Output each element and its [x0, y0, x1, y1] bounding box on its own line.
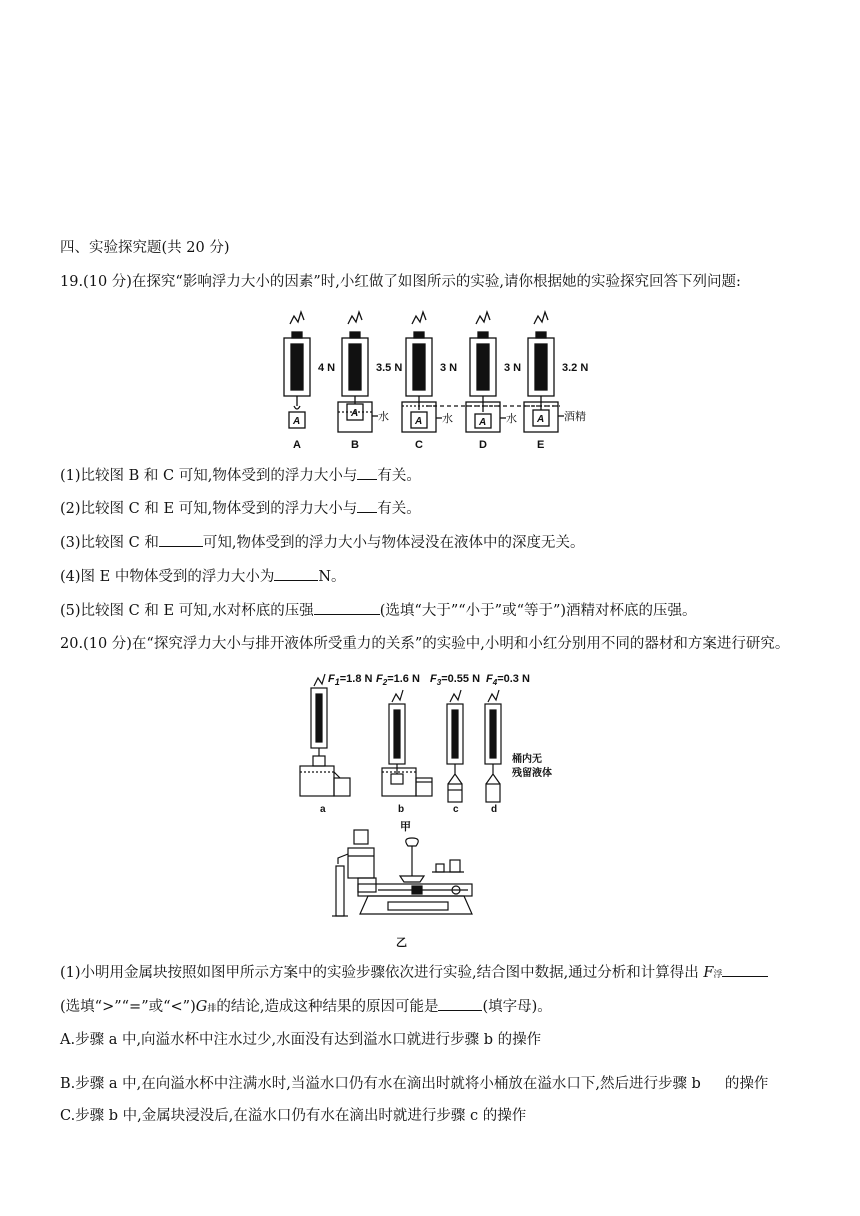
- liquid-label-e: 酒精: [564, 411, 586, 423]
- note-line1: 桶内无: [512, 754, 542, 765]
- panel-label-d: D: [479, 439, 487, 451]
- q20-figure-yi: [328, 826, 478, 950]
- spring-scale-d: [466, 312, 506, 432]
- q20-figure-jia: [290, 668, 580, 832]
- step-d-scale: [485, 690, 501, 802]
- svg-text:F4=0.3 N: $F_4=0.3$ N: [486, 673, 530, 687]
- step-a-scale: [311, 674, 327, 766]
- reading-e: 3.2 N: [562, 362, 589, 374]
- reading-d: 3 N: [504, 362, 522, 374]
- note-line2: 残留液体: [512, 768, 552, 779]
- svg-text:F3=0.55 N: $F_3=0.55$ N: [430, 673, 481, 687]
- liquid-label-c: 水: [442, 413, 453, 425]
- q20-stem: 20.(10 分)在“探究浮力大小与排开液体所受重力的关系”的实验中,小明和小红分别用不同的器材和方案进行研究。: [60, 636, 790, 652]
- reading-c: 3 N: [440, 362, 458, 374]
- panel-label-a: A: [293, 439, 301, 451]
- overflow-cup: [348, 848, 374, 878]
- step-a-beakers: [300, 766, 350, 796]
- step-c-scale: [447, 690, 463, 802]
- panel-label-e: E: [537, 439, 545, 451]
- reading-a: 4 N: [318, 362, 336, 374]
- step-label-b: b: [398, 804, 405, 815]
- panel-label-c: C: [415, 439, 423, 451]
- block-label-a: A: [293, 416, 301, 427]
- block-label-c: A: [415, 416, 423, 427]
- step-b-scale: [389, 690, 405, 774]
- balance-base: [360, 896, 472, 914]
- metal-block: [354, 830, 368, 844]
- caption-jia: 甲: [400, 821, 411, 832]
- svg-text:F1=1.8 N: $F_1=1.8$ N: [328, 673, 373, 687]
- step-label-a: a: [320, 804, 326, 815]
- q19-figure: [270, 308, 600, 454]
- q20-option-a: A.步骤 a 中,向溢水杯中注水过少,水面没有达到溢水口就进行步骤 b 的操作: [60, 1032, 542, 1048]
- liquid-label-b: 水: [378, 411, 389, 423]
- q19-part3: (3)比较图 C 和 可知,物体受到的浮力大小与物体浸没在液体中的深度无关。: [60, 532, 584, 553]
- block-label-b: A: [351, 408, 359, 419]
- step-b-beakers: [382, 768, 432, 796]
- liquid-label-d: 水: [506, 413, 517, 425]
- q20-option-c: C.步骤 b 中,金属块浸没后,在溢水口仍有水在滴出时就进行步骤 c 的操作: [60, 1108, 527, 1124]
- measuring-cylinder: [336, 866, 344, 916]
- svg-text:F2=1.6 N: $F_2=1.6$ N: [376, 673, 420, 687]
- q19-part4: (4)图 E 中物体受到的浮力大小为 N。: [60, 566, 346, 587]
- q19-stem: 19.(10 分)在探究“影响浮力大小的因素”时,小红做了如图所示的实验,请你根据她的实验探究回答下列问题:: [60, 274, 741, 290]
- spring-scale-a: [284, 312, 310, 428]
- q20-part1-line1: (1)小明用金属块按照如图甲所示方案中的实验步骤依次进行实验,结合图中数据,通过分析和计算得出 F浮: [60, 962, 768, 985]
- block-label-d: A: [479, 417, 487, 428]
- caption-yi: 乙: [396, 937, 407, 949]
- panel-label-b: B: [351, 439, 359, 451]
- q19-part2: (2)比较图 C 和 E 可知,物体受到的浮力大小与 有关。: [60, 498, 421, 519]
- q19-part1: (1)比较图 B 和 C 可知,物体受到的浮力大小与 有关。: [60, 465, 421, 486]
- reading-b: 3.5 N: [376, 362, 403, 374]
- step-label-d: d: [491, 804, 498, 815]
- q19-part5: (5)比较图 C 和 E 可知,水对杯底的压强 (选填“大于”“小于”或“等于”)酒精对杯底的压强。: [60, 600, 697, 621]
- spring-scale-c: [402, 312, 442, 432]
- q20-part1-line2: (选填“>”“=”或“<”)G排的结论,造成这种结果的原因可能是 (填字母)。: [60, 996, 552, 1019]
- section-title: 四、实验探究题(共 20 分): [60, 240, 230, 256]
- step-label-c: c: [453, 804, 459, 815]
- block-label-e: A: [537, 414, 545, 425]
- scale-dial: [406, 838, 419, 846]
- q20-option-b: B.步骤 a 中,在向溢水杯中注满水时,当溢水口仍有水在滴出时就将小桶放在溢水口下,然后进行步骤 b 的操作: [60, 1076, 769, 1092]
